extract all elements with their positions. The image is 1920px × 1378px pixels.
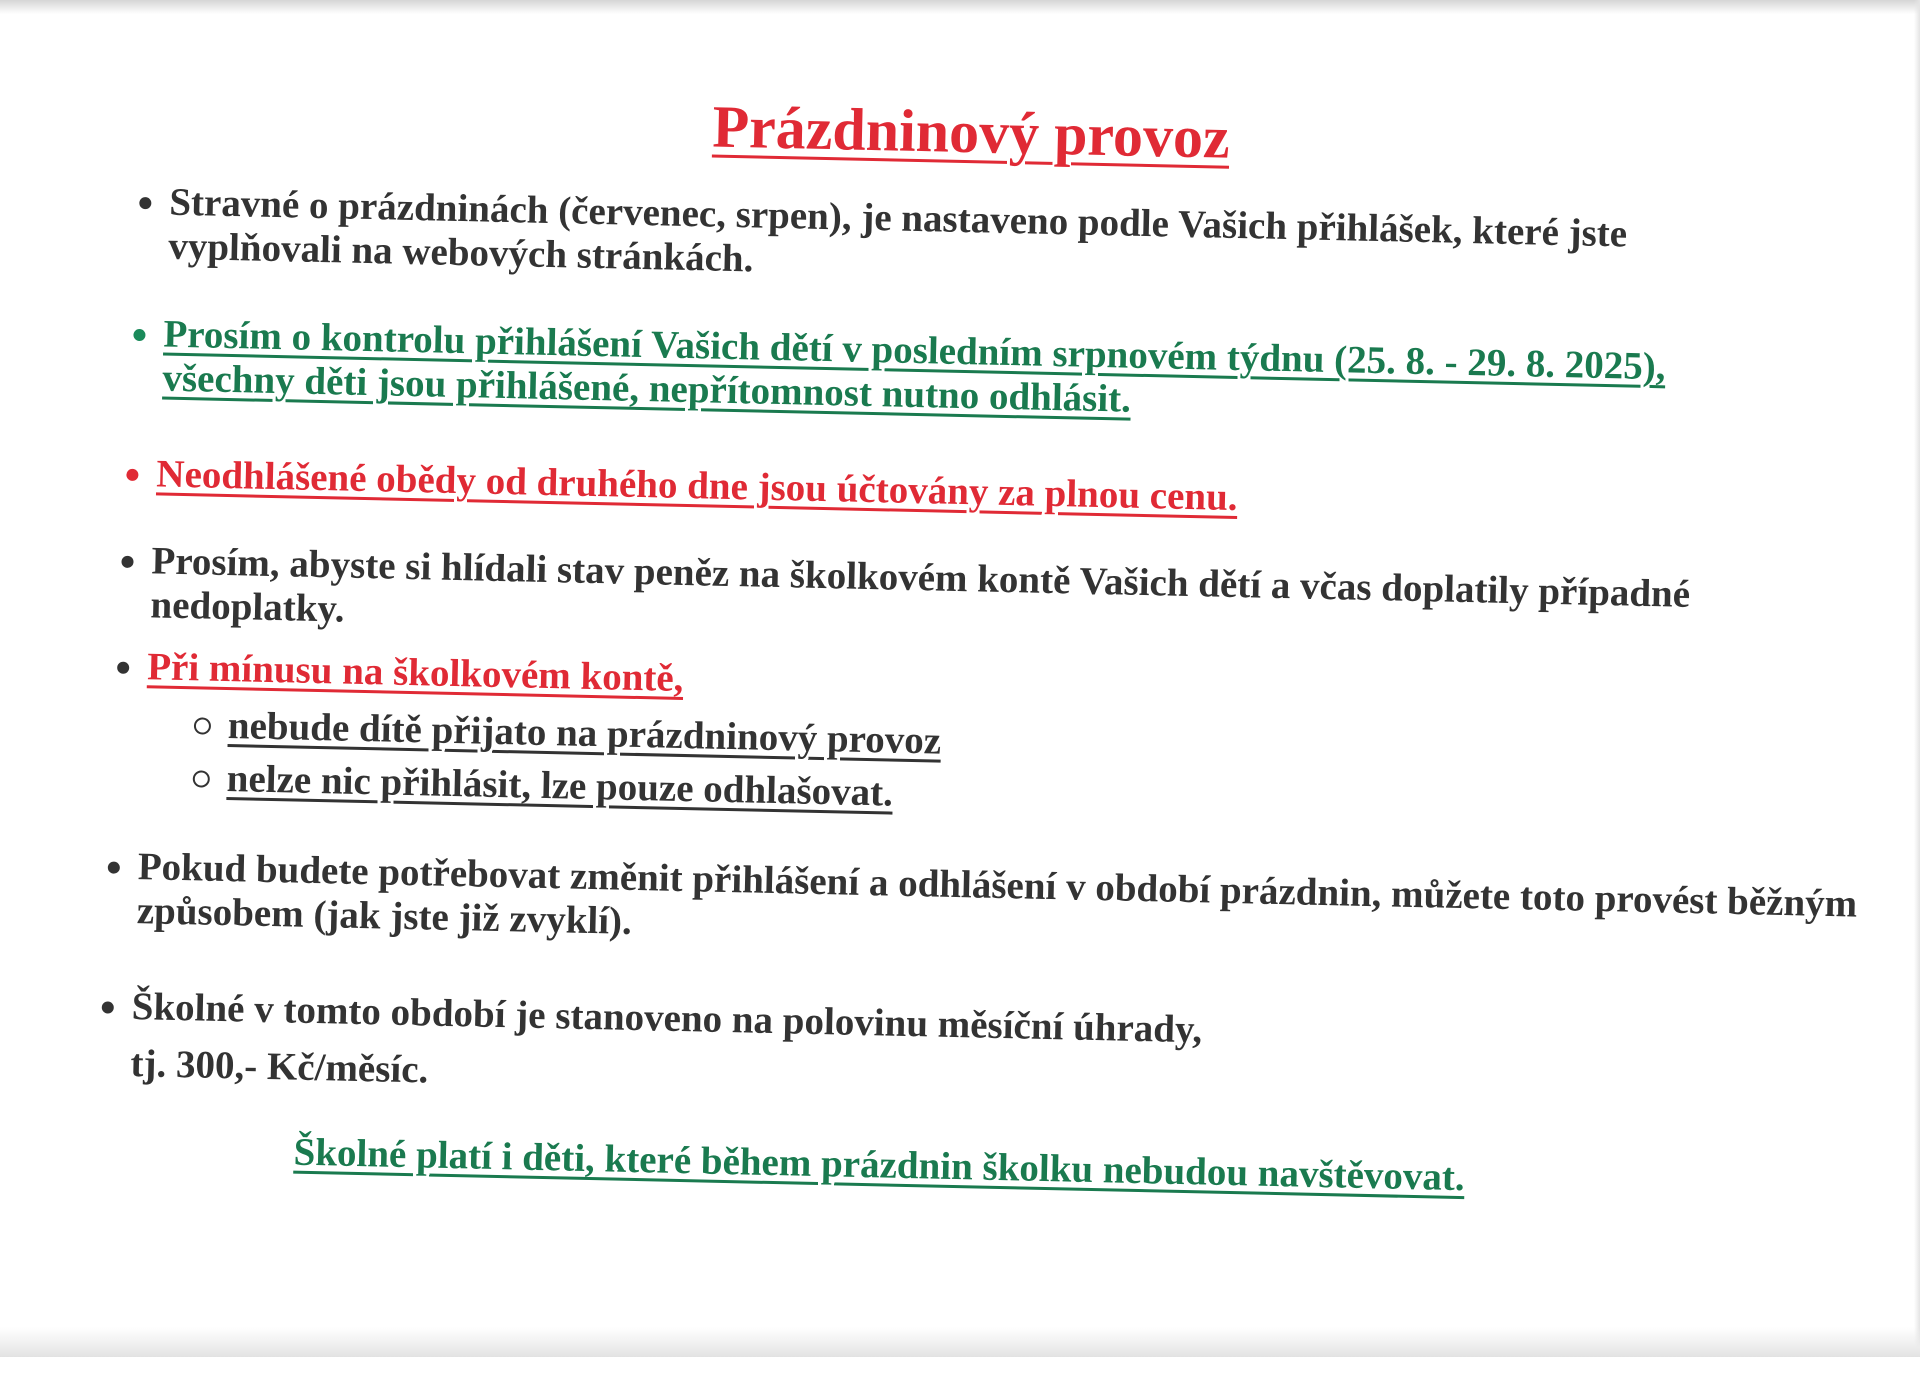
- page-title: [11, 77, 1920, 188]
- bullet-icon: [139, 197, 151, 209]
- circle-bullet-icon: [194, 717, 211, 734]
- list-item-text: Stravné o prázdninách (červenec, srpen), je nastaveno podle Vašich přihlášek, které jste vyplňovali na webových stránkách.: [167, 180, 1628, 281]
- list-item-text: Prosím, abyste si hlídali stav peněz na školkovém kontě Vašich dětí a včas doplatily případné nedoplatky.: [150, 539, 1691, 631]
- tuition-amount-text: tj. 300,- Kč/měsíc.: [130, 1042, 429, 1092]
- list-item-account-balance: [150, 539, 1812, 663]
- sub-item-text: nebude dítě přijato na prázdninový provoz: [227, 704, 942, 763]
- footer-note-text: Školné platí i děti, které během prázdnin školku nebudou navštěvovat.: [293, 1130, 1466, 1200]
- page-title-text: Prázdninový provoz: [711, 93, 1231, 171]
- bullet-icon: [126, 469, 138, 481]
- bullet-icon: [117, 662, 129, 674]
- bullet-icon: [102, 1001, 114, 1013]
- bullet-icon: [133, 329, 145, 341]
- sub-item-not-accepted: [227, 704, 941, 764]
- list-item-meals: [168, 181, 1810, 305]
- footer-note: [293, 1131, 1465, 1201]
- list-item-tuition-amount: [130, 1042, 931, 1103]
- list-item-check-registration: [162, 313, 1764, 436]
- list-item-text: Při mínusu na školkovém kontě,: [146, 645, 684, 700]
- sub-item-only-unregister: [226, 757, 893, 816]
- list-item-text: Pokud budete potřebovat změnit přihlášení a odhlášení v období prázdnin, můžete toto provést běžným způsobem (jak jste již zvyklí).: [136, 845, 1858, 943]
- list-item-text: Prosím o kontrolu přihlášení Vašich dětí v posledním srpnovém týdnu (25. 8. - 29. 8. 2025), všechny děti jsou přihlášené, nepřítomnost nutno odhlásit.: [162, 312, 1667, 421]
- sub-item-text: nelze nic přihlásit, lze pouze odhlašovat.: [226, 757, 894, 815]
- list-item-text: Neodhlášené obědy od druhého dne jsou účtovány za plnou cenu.: [155, 452, 1239, 520]
- list-item-change-registration: [136, 845, 1858, 971]
- bullet-icon: [121, 556, 133, 568]
- bullet-icon: [108, 861, 120, 873]
- list-item-text: Školné v tomto období je stanoveno na polovinu měsíční úhrady,: [131, 985, 1203, 1052]
- circle-bullet-icon: [193, 770, 210, 787]
- list-item-unregistered-lunches: [156, 452, 1757, 531]
